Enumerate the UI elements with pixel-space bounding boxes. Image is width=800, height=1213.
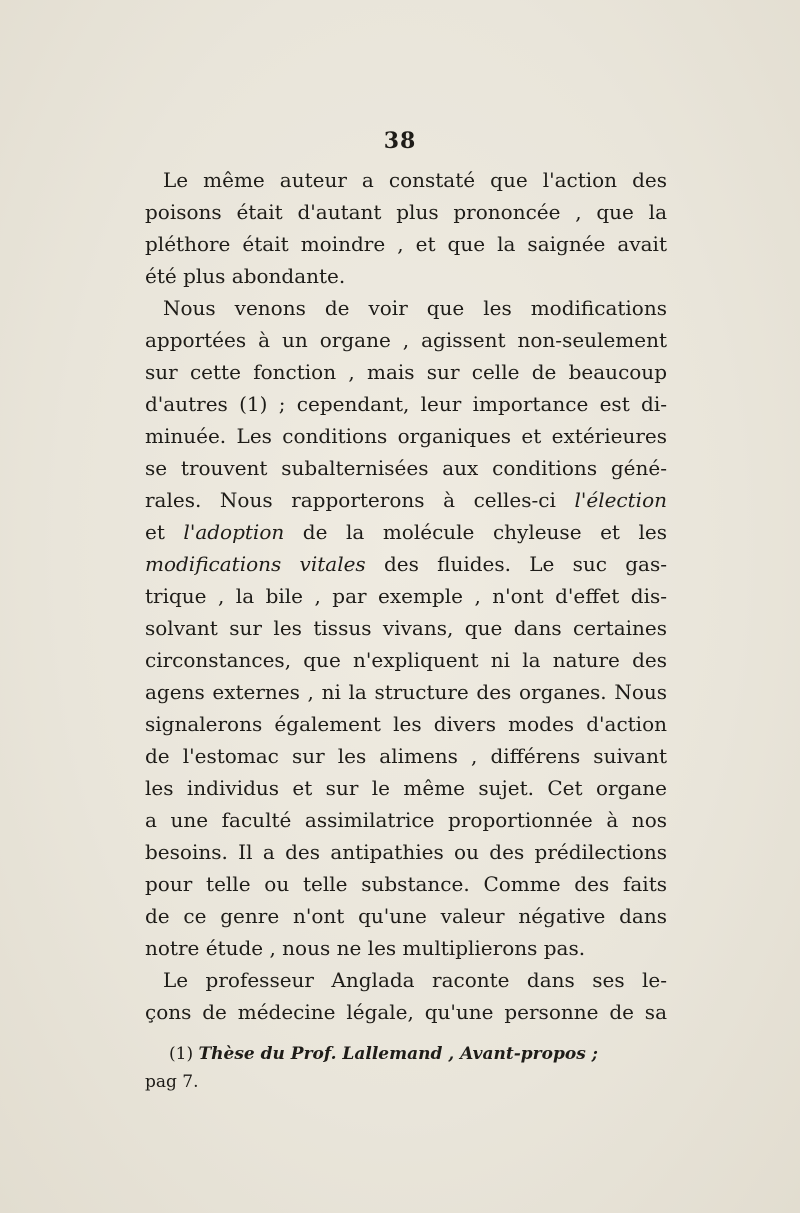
italic-text: l'adoption: [183, 520, 285, 544]
text-segment: pour telle ou telle substance. Comme des faits: [145, 872, 667, 896]
text-line: [145, 772, 667, 804]
text-line: [145, 516, 667, 548]
text-line: [145, 612, 667, 644]
text-segment: notre étude , nous ne les multiplierons pas.: [145, 936, 586, 960]
italic-text: l'élection: [574, 488, 667, 512]
italic-text: modifications vitales: [145, 552, 366, 576]
body-text: [145, 164, 667, 1028]
text-segment: besoins. Il a des antipathies ou des prédilections: [145, 840, 667, 864]
text-segment: se trouvent subalternisées aux conditions géné-: [145, 456, 667, 480]
text-segment: solvant sur les tissus vivans, que dans certaines: [145, 616, 667, 640]
text-line: [145, 356, 667, 388]
footnote-line: [145, 1040, 667, 1068]
footnote-reference: Thèse du Prof. Lallemand , Avant-propos ;: [198, 1044, 598, 1064]
text-segment: agens externes , ni la structure des organes. Nous: [145, 680, 667, 704]
text-segment: Le professeur Anglada raconte dans ses le-: [163, 968, 667, 992]
text-line: [145, 804, 667, 836]
text-segment: de la molécule chyleuse et les: [284, 520, 667, 544]
text-segment: trique , la bile , par exemple , n'ont d'effet dis-: [145, 584, 667, 608]
text-segment: apportées à un organe , agissent non-seulement: [145, 328, 667, 352]
text-line: [145, 164, 667, 196]
text-line: [145, 260, 667, 292]
text-segment: été plus abondante.: [145, 264, 346, 288]
text-segment: poisons était d'autant plus prononcée , que la: [145, 200, 667, 224]
text-line: [145, 292, 667, 324]
text-line: [145, 548, 667, 580]
text-line: [145, 580, 667, 612]
text-segment: Nous venons de voir que les modifications: [163, 296, 667, 320]
text-line: [145, 484, 667, 516]
text-line: [145, 388, 667, 420]
text-segment: les individus et sur le même sujet. Cet organe: [145, 776, 667, 800]
text-segment: minuée. Les conditions organiques et extérieures: [145, 424, 667, 448]
text-segment: signalerons également les divers modes d'action: [145, 712, 667, 736]
text-line: [145, 996, 667, 1028]
text-line: [145, 932, 667, 964]
text-segment: de ce genre n'ont qu'une valeur négative dans: [145, 904, 667, 928]
text-segment: d'autres (1) ; cependant, leur importance est di-: [145, 392, 667, 416]
text-segment: des fluides. Le suc gas-: [365, 552, 667, 576]
text-segment: sur cette fonction , mais sur celle de beaucoup: [145, 360, 667, 384]
text-line: [145, 708, 667, 740]
text-segment: rales. Nous rapporterons à celles-ci: [145, 488, 575, 512]
footnote-line: [145, 1068, 667, 1096]
text-segment: pléthore était moindre , et que la saignée avait: [145, 232, 667, 256]
text-line: [145, 228, 667, 260]
text-segment: et: [145, 520, 184, 544]
text-line: [145, 196, 667, 228]
text-line: [145, 964, 667, 996]
text-segment: a une faculté assimilatrice proportionnée à nos: [145, 808, 667, 832]
text-line: [145, 676, 667, 708]
text-segment: Le même auteur a constaté que l'action des: [163, 168, 667, 192]
footnote: [145, 1040, 667, 1096]
text-line: [145, 324, 667, 356]
text-segment: de l'estomac sur les alimens , différens suivant: [145, 744, 667, 768]
text-line: [145, 836, 667, 868]
page-number: 38: [383, 128, 417, 154]
text-line: [145, 868, 667, 900]
footnote-page: pag 7.: [145, 1072, 199, 1092]
text-line: [145, 644, 667, 676]
text-segment: circonstances, que n'expliquent ni la nature des: [145, 648, 667, 672]
text-line: [145, 420, 667, 452]
footnote-marker: (1): [169, 1044, 194, 1064]
text-line: [145, 452, 667, 484]
text-line: [145, 740, 667, 772]
text-segment: çons de médecine légale, qu'une personne de sa: [145, 1000, 667, 1024]
text-line: [145, 900, 667, 932]
